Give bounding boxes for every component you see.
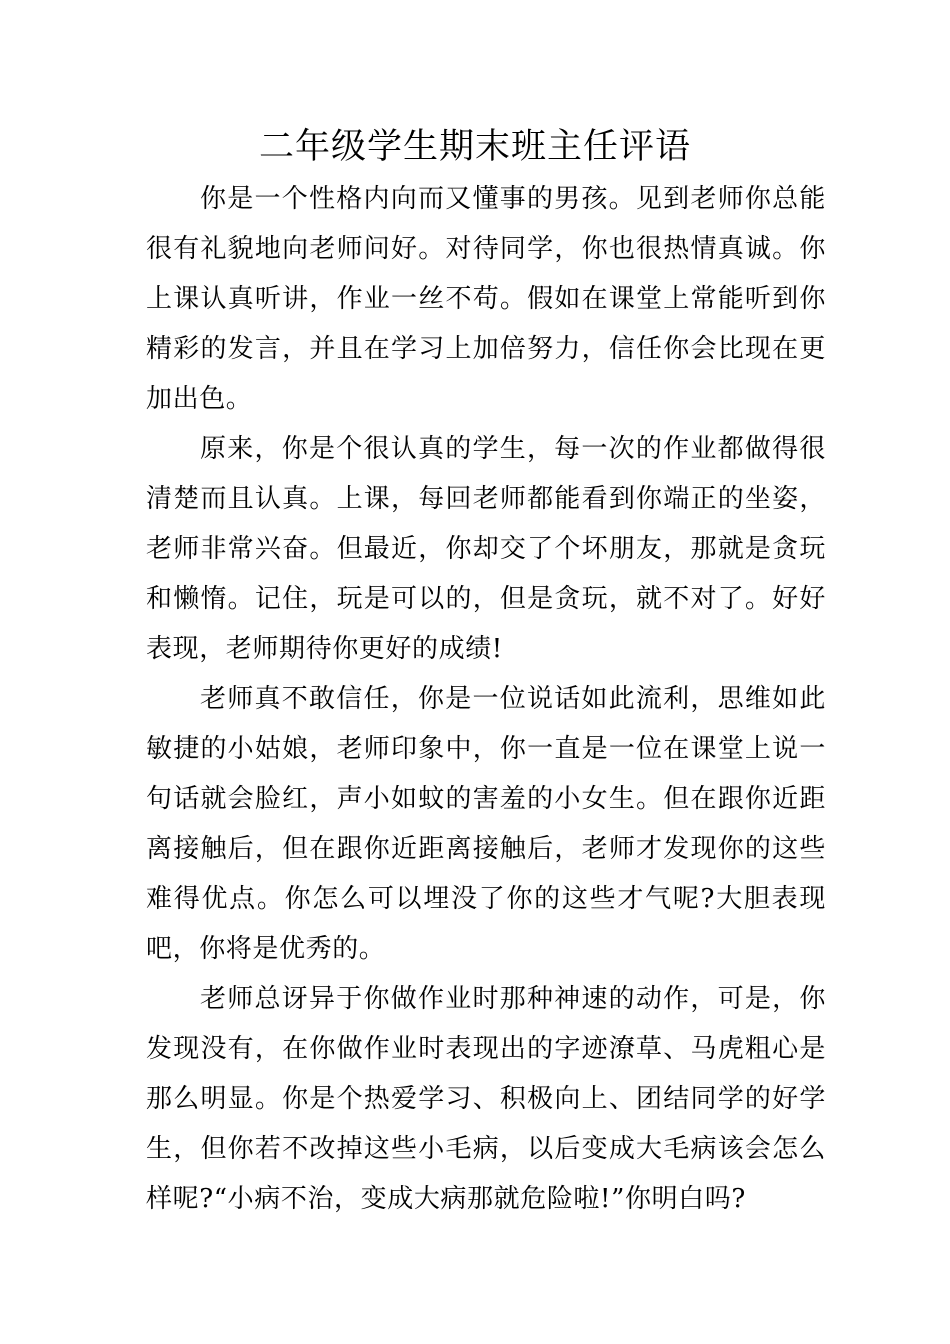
comment-paragraph-1: 你是一个性格内向而又懂事的男孩。见到老师你总能很有礼貌地向老师问好。对待同学，你也很热情真诚。你上课认真听讲，作业一丝不苟。假如在课堂上常能听到你精彩的发言，并且在学习上加倍努力，信任你会比现在更加出色。 [146,184,826,414]
comment-paragraph-3: 老师真不敢信任，你是一位说话如此流利，思维如此敏捷的小姑娘，老师印象中，你一直是一位在课堂上说一句话就会脸红，声小如蚊的害羞的小女生。但在跟你近距离接触后，但在跟你近距离接触后，老师才发现你的这些难得优点。你怎么可以埋没了你的这些才气呢?大胆表现吧，你将是优秀的。 [146,684,826,964]
comment-paragraph-2: 原来，你是个很认真的学生，每一次的作业都做得很清楚而且认真。上课，每回老师都能看到你端正的坐姿，老师非常兴奋。但最近，你却交了个坏朋友，那就是贪玩和懒惰。记住，玩是可以的，但是贪玩，就不对了。好好表现，老师期待你更好的成绩! [146,434,826,664]
document-body [146,174,826,1224]
document-title: 二年级学生期末班主任评语 [258,127,691,167]
comment-paragraph-4: 老师总讶异于你做作业时那种神速的动作，可是，你发现没有，在你做作业时表现出的字迹潦草、马虎粗心是那么明显。你是个热爱学习、积极向上、团结同学的好学生，但你若不改掉这些小毛病，以后变成大毛病该会怎么样呢?“小病不治，变成大病那就危险啦!”你明白吗? [146,984,826,1214]
